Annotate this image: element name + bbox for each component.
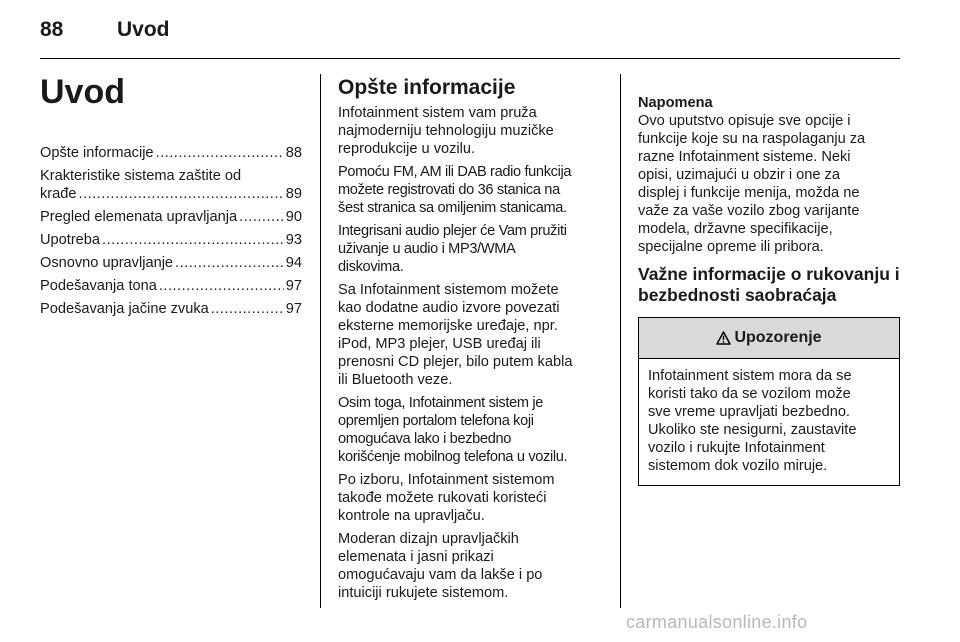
text-line: iPod, MP3 plejer, USB uređaj ili: [338, 336, 541, 352]
text-line: takođe možete rukovati koristeći: [338, 490, 547, 506]
toc-item-page: 88: [285, 145, 302, 161]
text-line: uživanje u audio i MP3/WMA: [338, 241, 516, 257]
section-title: [638, 264, 900, 306]
text-line: Po izboru, Infotainment sistemom: [338, 472, 555, 488]
toc-item[interactable]: [40, 144, 302, 162]
toc-dot-leader: [175, 254, 284, 272]
toc-item[interactable]: [40, 167, 302, 203]
text-line: Infotainment sistem vam pruža: [338, 105, 537, 121]
note-heading: Napomena: [638, 95, 713, 111]
toc-item-label: Osnovno upravljanje: [40, 255, 174, 271]
warning-header: [639, 318, 899, 359]
toc-item[interactable]: [40, 231, 302, 249]
note-block: [638, 94, 900, 256]
text-line: šest stranica sa omiljenim stanicama.: [338, 200, 567, 216]
section-title: Opšte informacije: [338, 76, 516, 99]
warning-box: [638, 317, 900, 486]
text-line: vozilo i rukujte Infotainment: [648, 440, 825, 456]
text-line: kontrole na upravljaču.: [338, 508, 485, 524]
text-line: Sa Infotainment sistemom možete: [338, 282, 559, 298]
text-line: Osim toga, Infotainment sistem je: [338, 395, 544, 411]
text-line: specijalne opreme ili pribora.: [638, 239, 824, 255]
text-line: kao dodatne audio izvore povezati: [338, 300, 560, 316]
toc-item-label-line: Krakteristike sistema zaštite od: [40, 168, 242, 184]
text-line: opisi, uzimajući u obzir i one za: [638, 167, 840, 183]
text-line: displej i funkcije menija, možda ne: [638, 185, 860, 201]
toc-item-page: 97: [285, 278, 302, 294]
toc-item[interactable]: [40, 277, 302, 295]
toc-item-page: 93: [285, 232, 302, 248]
paragraph: [338, 163, 604, 217]
text-line: diskovima.: [338, 259, 404, 275]
text-line: važe za vaše vozilo zbog varijante: [638, 203, 860, 219]
text-line: najmoderniju tehnologiju muzičke: [338, 123, 554, 139]
text-line: koristi tako da se vozilom može: [648, 386, 851, 402]
chapter-title: Uvod: [40, 73, 125, 111]
toc-item-label: Upotreba: [40, 232, 101, 248]
text-line: reprodukcije u vozilu.: [338, 141, 476, 157]
paragraph: [338, 471, 604, 525]
paragraph: [338, 104, 604, 158]
text-line: funkcije koje su na raspolaganju za: [638, 131, 866, 147]
text-line: Važne informacije o rukovanju i: [638, 264, 900, 284]
toc-item[interactable]: [40, 300, 302, 318]
paragraph: [338, 394, 604, 466]
toc-dot-leader: [239, 208, 284, 226]
text-line: Infotainment sistem mora da se: [648, 368, 852, 384]
column-divider: [620, 74, 621, 608]
toc-item-label: Opšte informacije: [40, 145, 154, 161]
text-line: prenosni CD plejer, bilo putem kabla: [338, 354, 573, 370]
page-number: 88: [40, 18, 64, 41]
text-line: razne Infotainment sisteme. Neki: [638, 149, 851, 165]
text-line: možete registrovati do 36 stanica na: [338, 182, 560, 198]
toc-item-page: 94: [285, 255, 302, 271]
paragraph: [338, 222, 604, 276]
toc-dot-leader: [102, 231, 284, 249]
toc-dot-leader: [156, 144, 284, 162]
text-line: opremljen portalom telefona koji: [338, 413, 534, 429]
text-line: ili Bluetooth veze.: [338, 372, 453, 388]
text-line: sve vreme upravljati bezbedno.: [648, 404, 850, 420]
text-line: intuiciji rukujete sistemom.: [338, 585, 509, 601]
warning-body: [639, 359, 899, 485]
toc-item-label: krađe: [40, 186, 77, 202]
text-line: Moderan dizajn upravljačkih: [338, 531, 519, 547]
text-line: Ovo uputstvo opisuje sve opcije i: [638, 113, 851, 129]
toc-item-label: Podešavanja jačine zvuka: [40, 301, 209, 317]
toc-item-page: 89: [285, 186, 302, 202]
text-line: omogućava lako i bezbedno: [338, 431, 511, 447]
text-line: Pomoću FM, AM ili DAB radio funkcija: [338, 164, 572, 180]
paragraph: [338, 281, 604, 389]
toc-dot-leader: [79, 185, 284, 203]
page-header: [40, 18, 900, 62]
text-line: eksterne memorijske uređaje, npr.: [338, 318, 558, 334]
chapter-contents: [40, 72, 302, 323]
toc-dot-leader: [159, 277, 284, 295]
text-line: Ukoliko ste nesigurni, zaustavite: [648, 422, 857, 438]
section-general-info: [338, 75, 604, 607]
warning-triangle-icon: [716, 331, 731, 345]
text-line: modela, državne specifikacije,: [638, 221, 833, 237]
toc-list: [40, 144, 302, 318]
text-line: bezbednosti saobraćaja: [638, 285, 837, 305]
toc-item[interactable]: [40, 208, 302, 226]
section-safety: [638, 94, 900, 486]
toc-item-label: Pregled elemenata upravljanja: [40, 209, 238, 225]
header-title: Uvod: [117, 18, 170, 41]
text-line: Integrisani audio plejer će Vam pružiti: [338, 223, 567, 239]
toc-item[interactable]: [40, 254, 302, 272]
warning-title: Upozorenje: [734, 329, 822, 346]
toc-item-page: 97: [285, 301, 302, 317]
column-divider: [320, 74, 321, 608]
text-line: elemenata i jasni prikazi: [338, 549, 494, 565]
header-rule: [40, 58, 900, 59]
text-line: korišćenje mobilnog telefona u vozilu.: [338, 449, 568, 465]
text-line: sistemom dok vozilo miruje.: [648, 458, 828, 474]
toc-item-label: Podešavanja tona: [40, 278, 157, 294]
watermark: carmanualsonline.info: [626, 612, 808, 632]
toc-dot-leader: [211, 300, 284, 318]
text-line: omogućavaju vam da lakše i po: [338, 567, 543, 583]
paragraph: [338, 530, 604, 602]
toc-item-page: 90: [285, 209, 302, 225]
